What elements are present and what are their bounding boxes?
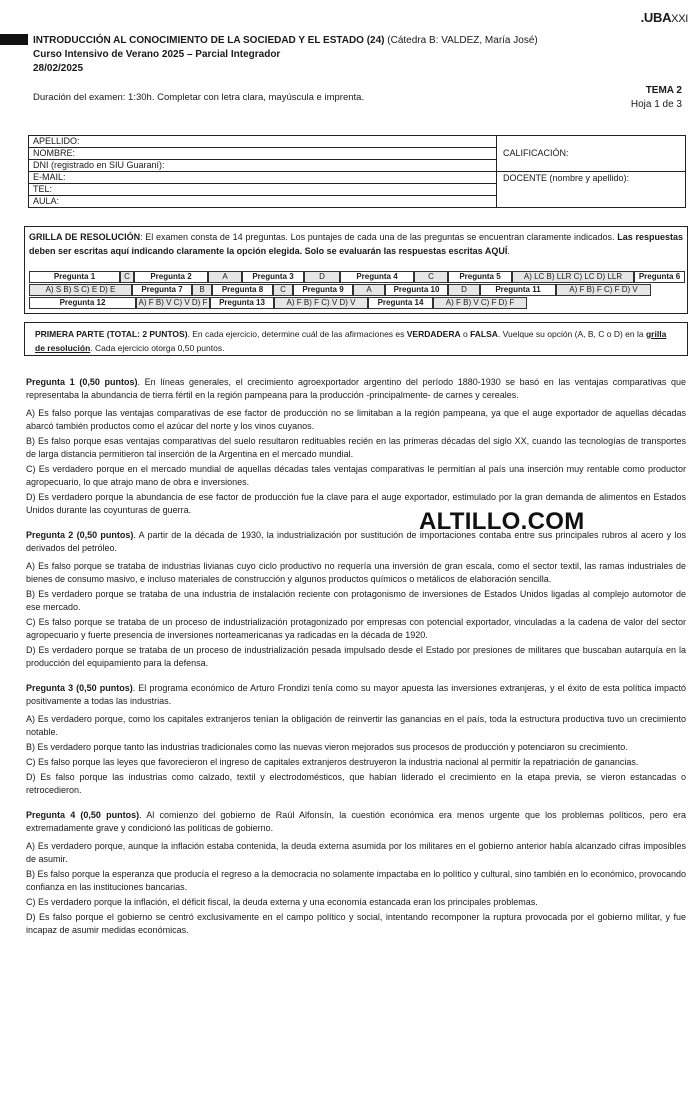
- answer-value[interactable]: C: [414, 271, 448, 283]
- grilla-de-resolucion: [24, 226, 688, 314]
- answer-value[interactable]: C: [273, 284, 293, 296]
- question-label: Pregunta 3 (0,50 puntos): [26, 683, 133, 693]
- header-black-bar: [0, 34, 28, 45]
- option-a: A) Es falso porque se trataba de industrias livianas cuyo ciclo productivo no requería una inversión de gran escala, como el sector textil, las ramas industriales de bienes de consumo masivo, e incluso materiales de construcción y algunos productos químicos o metálicos de elaboración sencilla.: [26, 561, 686, 584]
- answer-label: Pregunta 6: [634, 271, 685, 283]
- uba-xxi-logo: .UBAXXI: [640, 10, 688, 25]
- altillo-watermark: ALTILLO.COM: [419, 508, 585, 535]
- answer-row: [29, 297, 685, 309]
- option-b: B) Es verdadero porque tanto las industrias tradicionales como las nuevas vieron mejorados sus procesos de producción y potenciaron su crecimiento.: [26, 742, 628, 752]
- answer-value[interactable]: A) F B) V C) F D) F: [433, 297, 527, 309]
- tema-label: TEMA 2: [645, 85, 682, 96]
- questions-section: [26, 376, 686, 949]
- field-email[interactable]: E-MAIL:: [29, 172, 497, 184]
- answer-label: Pregunta 9: [293, 284, 353, 296]
- answer-value[interactable]: A: [208, 271, 242, 283]
- answer-grid: [29, 271, 685, 310]
- tema-block: [631, 84, 682, 112]
- field-calificacion[interactable]: CALIFICACIÓN:: [497, 136, 686, 172]
- answer-label: Pregunta 2: [134, 271, 208, 283]
- option-b: B) Es verdadero porque se trataba de una industria de instalación reciente con protagonismo de inversiones de Estados Unidos ligadas al complejo automotor de ese mercado.: [26, 589, 686, 612]
- question-label: Pregunta 1 (0,50 puntos): [26, 377, 138, 387]
- question-1: [26, 376, 686, 517]
- answer-label: Pregunta 10: [385, 284, 448, 296]
- question-4: [26, 809, 686, 937]
- option-c: C) Es falso porque se trataba de un proceso de industrialización protagonizado por empresas con potencial exportador, vinculadas a la cadena de valor del sector agropecuario y fuerte presencia de inversiones norteamericanas ya radicadas en la década de 1920.: [26, 617, 686, 640]
- question-stem: . En líneas generales, el crecimiento agroexportador argentino del período 1880-1930 se basó en las ventajas comparativas que representaba la abundancia de tierra fértil en la región pampeana para la producción -principalmente- de carnes y cereales.: [26, 377, 686, 400]
- field-dni[interactable]: DNI (registrado en SIU Guaraní):: [29, 160, 497, 172]
- question-2: [26, 529, 686, 670]
- question-stem: . A partir de la década de 1930, la industrialización por sustitución de importaciones contaba entre sus principales rubros al acero y los derivados del petróleo.: [26, 530, 686, 553]
- answer-label: Pregunta 11: [480, 284, 556, 296]
- exam-date: 28/02/2025: [33, 63, 84, 74]
- field-docente[interactable]: DOCENTE (nombre y apellido):: [497, 172, 686, 208]
- option-c: C) Es verdadero porque en el mercado mundial de aquellas décadas tales ventajas comparativas le permitían al país una inserción muy rentable como productor agropecuario, lo que atrajo mano de obra e inversiones.: [26, 464, 686, 487]
- course-title: INTRODUCCIÓN AL CONOCIMIENTO DE LA SOCIEDAD Y EL ESTADO (24): [33, 35, 385, 46]
- answer-value[interactable]: A) F B) F C) V D) V: [274, 297, 368, 309]
- option-a: A) Es verdadero porque, aunque la inflación estaba contenida, la deuda externa asumida por los militares en el gobierno anterior había alcanzado cifras imposibles de asumir.: [26, 841, 686, 864]
- field-nombre[interactable]: NOMBRE:: [29, 148, 497, 160]
- field-tel[interactable]: TEL:: [29, 184, 497, 196]
- answer-row: [29, 284, 685, 296]
- option-c: C) Es falso porque las leyes que favorecieron el ingreso de capitales extranjeros destruyeron la industria nacional al permitir la repatriación de ganancias.: [26, 757, 639, 767]
- answer-label: Pregunta 14: [368, 297, 433, 309]
- grilla-link: grilla de resolución: [35, 329, 667, 353]
- question-stem: . El programa económico de Arturo Frondizi tenía como su mayor apuesta las inversiones extranjeras, y el éxito de esta política impactó positivamente a todas las industrias.: [26, 683, 686, 706]
- hoja-label: Hoja 1 de 3: [630, 99, 682, 110]
- answer-label: Pregunta 5: [448, 271, 512, 283]
- answer-row: [29, 271, 685, 283]
- course-title-rest: (Cátedra B: VALDEZ, María José): [384, 35, 538, 46]
- option-d: D) Es falso porque las industrias como calzado, textil y electrodomésticos, que habían liderado el crecimiento en la etapa previa, se vieron estancadas o retrocedieron.: [26, 772, 686, 795]
- option-d: D) Es falso porque el gobierno se centró exclusivamente en el campo político y social, intentando recomponer la ruptura provocada por el gobierno militar, y fue incapaz de asumir medidas económicas.: [26, 912, 686, 935]
- answer-value[interactable]: A) F B) V C) V D) F: [136, 297, 210, 309]
- option-b: B) Es falso porque esas ventajas comparativas del suelo resultaron redituables recién en las primeras décadas del siglo XX, cuando las tecnologías de transportes de larga distancia permitieron tal inserción de la Argentina en el mercado mundial.: [26, 436, 686, 459]
- field-aula[interactable]: AULA:: [29, 196, 497, 208]
- option-d: D) Es verdadero porque la abundancia de ese factor de producción fue la clave para el auge exportador, estimulado por la gran demanda de alimentos en Estados Unidos durante las coyunturas de guerra.: [26, 492, 686, 515]
- answer-value[interactable]: D: [448, 284, 480, 296]
- answer-value[interactable]: A) LC B) LLR C) LC D) LLR: [512, 271, 634, 283]
- exam-duration: Duración del examen: 1:30h. Completar con letra clara, mayúscula e imprenta.: [33, 92, 365, 103]
- answer-label: Pregunta 3: [242, 271, 304, 283]
- answer-value[interactable]: A) F B) F C) F D) V: [556, 284, 651, 296]
- option-b: B) Es falso porque la esperanza que producía el regreso a la democracia no solamente impactaba en lo político y cultural, sino también en lo económico, provocando confianza en las instituciones bancarias.: [26, 869, 686, 892]
- identification-table: [28, 135, 686, 208]
- answer-value[interactable]: C: [120, 271, 134, 283]
- question-stem: . Al comienzo del gobierno de Raúl Alfonsín, la cuestión económica era menos urgente que los problemas políticos, pero era extremadamente grave y condicionó las políticas de gobierno.: [26, 810, 686, 833]
- answer-label: Pregunta 8: [212, 284, 273, 296]
- answer-value[interactable]: A: [353, 284, 385, 296]
- answer-label: Pregunta 13: [210, 297, 274, 309]
- answer-label: Pregunta 4: [340, 271, 414, 283]
- option-a: A) Es verdadero porque, como los capitales extranjeros tenían la obligación de reinvertir las ganancias en el país, toda la estructura productiva tuvo un crecimiento notable.: [26, 714, 686, 737]
- field-apellido[interactable]: APELLIDO:: [29, 136, 497, 148]
- answer-value[interactable]: A) S B) S C) E D) E: [29, 284, 132, 296]
- question-label: Pregunta 2 (0,50 puntos): [26, 530, 134, 540]
- question-3: [26, 682, 686, 797]
- primera-parte-instructions: PRIMERA PARTE (TOTAL: 2 PUNTOS). En cada ejercicio, determine cuál de las afirmaciones es VERDADERA o FALSA. Vuelque su opción (A, B, C o D) en la grilla de resolución. Cada ejercicio otorga 0,50 puntos.: [24, 322, 688, 356]
- course-header: [33, 34, 538, 76]
- answer-value[interactable]: B: [192, 284, 212, 296]
- answer-label: Pregunta 7: [132, 284, 192, 296]
- question-label: Pregunta 4 (0,50 puntos): [26, 810, 140, 820]
- option-c: C) Es verdadero porque la inflación, el déficit fiscal, la deuda externa y una economía estancada eran los principales problemas.: [26, 897, 538, 907]
- course-subtitle: Curso Intensivo de Verano 2025 – Parcial Integrador: [33, 49, 281, 60]
- answer-label: Pregunta 12: [29, 297, 136, 309]
- grilla-instructions: GRILLA DE RESOLUCIÓN: El examen consta de 14 preguntas. Los puntajes de cada una de las preguntas se encuentran claramente indicados. Las respuestas deben ser escritas aquí indicando claramente la opción elegida. Solo se evaluarán las respuestas escritas AQUÍ.: [29, 232, 683, 256]
- option-a: A) Es falso porque las ventajas comparativas de ese factor de producción no se limitaban a la región pampeana, ya que el auge exportador de aquellas décadas abarcó también productos como el azúcar del norte y los vinos cuyanos.: [26, 408, 686, 431]
- answer-label: Pregunta 1: [29, 271, 120, 283]
- option-d: D) Es verdadero porque se trataba de un proceso de industrialización pesada impulsado desde el Estado por presiones de militares que buscaban autarquía en la producción del equipamiento para la defensa.: [26, 645, 686, 668]
- answer-value[interactable]: D: [304, 271, 340, 283]
